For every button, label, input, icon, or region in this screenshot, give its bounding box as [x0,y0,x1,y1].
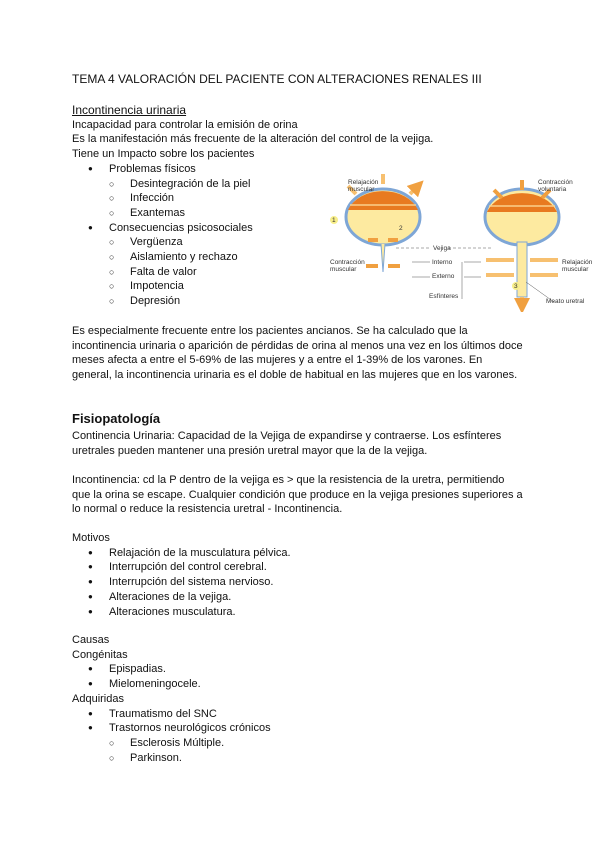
text-line: Incapacidad para controlar la emisión de orina [72,118,298,131]
label-3: 3 [514,283,518,290]
causas-block [72,633,271,765]
label-vejiga: Vejiga [433,245,451,252]
text-line: Incontinencia: cd la P dentro de la vejiga es > que la resistencia de la uretra, permitiendo [72,474,505,486]
motivos-label: Motivos [72,532,110,544]
label-relajacion-top-2: muscular [348,186,375,193]
text-line: Continencia Urinaria: Capacidad de la Vejiga de expandirse y contraerse. Los esfínteres [72,430,502,442]
list-item: ○ Exantemas [72,206,433,221]
bullet-list [72,546,291,620]
label-contraccion-top: Contracción [538,179,573,186]
label-meato: Meato uretral [546,298,585,305]
list-item: ○ Parkinson. [72,751,271,766]
label-2: 2 [399,225,403,232]
document-title: TEMA 4 VALORACIÓN DEL PACIENTE CON ALTERACIONES RENALES III [72,72,482,86]
list-item: ● Trastornos neurológicos crónicos [72,721,271,736]
paragraph-incontinencia [72,473,523,517]
list-item: ● Problemas físicos [72,162,433,177]
label-1: 1 [332,217,336,224]
label-contraccion-left-2: muscular [330,266,357,273]
paragraph-prevalencia [72,324,523,383]
section-heading: Incontinencia urinaria [72,103,187,117]
paragraph-continencia [72,429,501,458]
bullet-list [72,662,271,691]
list-item: ○ Infección [72,191,433,206]
list-item: ○ Esclerosis Múltiple. [72,736,271,751]
congenitas-label: Congénitas [72,648,128,661]
label-contraccion-left: Contracción [330,259,365,266]
label-contraccion-top-2: voluntaria [538,186,567,193]
text-line: lo normal o reduce la resistencia uretral - Incontinencia. [72,503,343,516]
list-item: ○ Desintegración de la piel [72,177,433,192]
list-item: ○ Impotencia [72,279,433,294]
bladder-diagram [326,172,596,312]
motivos-block [72,531,291,619]
text-line: que la orina se escape. Cualquier condición que produce en la vejiga presiones superiores a [72,488,523,501]
label-externo: Externo [432,273,455,280]
list-item: ○ Aislamiento y rechazo [72,250,433,265]
text-line: Tiene un Impacto sobre los pacientes [72,148,255,161]
list-item: ● Relajación de la musculatura pélvica. [72,546,291,561]
list-item: ○ Depresión [72,294,433,309]
list-item: ○ Falta de valor [72,265,433,280]
section-heading-fisiopatologia: Fisiopatología [72,411,161,426]
list-item: ● Alteraciones de la vejiga. [72,590,291,605]
text-line: meses afecta a entre el 5-69% de las mujeres y a entre el 1-39% de los varones. En [72,354,483,367]
list-item: ● Interrupción del control cerebral. [72,560,291,575]
text-line: Es la manifestación más frecuente de la alteración del control de la vejiga. [72,133,434,146]
list-item: ● Consecuencias psicosociales [72,221,433,236]
label-relajacion-right-2: muscular [562,266,589,273]
label-interno: Interno [432,259,453,266]
label-esfinteres: Esfínteres [429,293,459,300]
list-item: ● Epispadias. [72,662,271,677]
text-line: incontinencia urinaria o aparición de pérdidas de orina al menos una vez en los últimos doce [72,339,523,352]
list-item: ● Mielomeningocele. [72,677,271,692]
label-relajacion-right: Relajación [562,259,593,266]
list-item: ● Alteraciones musculatura. [72,605,291,620]
list-item: ● Interrupción del sistema nervioso. [72,575,291,590]
adquiridas-label: Adquiridas [72,692,124,705]
bullet-list [72,707,271,766]
text-line: uretrales pueden mantener una presión uretral mayor que la de la vejiga. [72,444,428,457]
text-line: general, la incontinencia urinaria es el doble de habitual en las mujeres que en los varones. [72,369,518,382]
text-line: Es especialmente frecuente entre los pacientes ancianos. Se ha calculado que la [72,325,468,337]
causas-label: Causas [72,634,110,646]
list-item: ○ Vergüenza [72,235,433,250]
list-item: ● Traumatismo del SNC [72,707,271,722]
label-relajacion-top: Relajación [348,179,379,186]
